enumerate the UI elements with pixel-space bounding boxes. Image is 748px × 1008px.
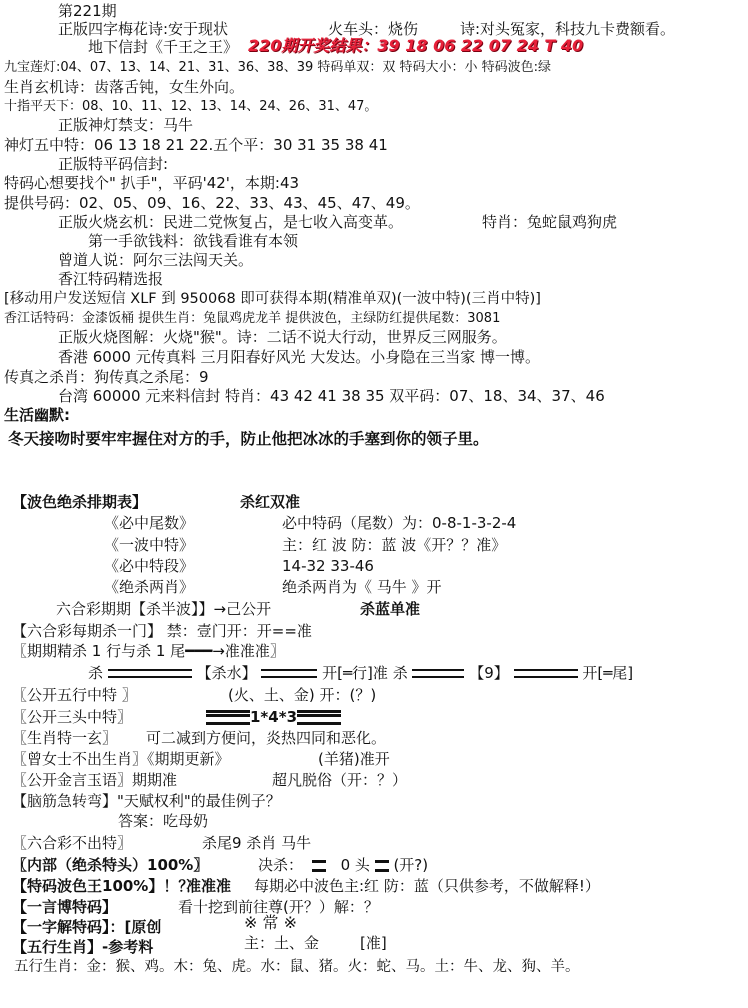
issue-number: 第221期 bbox=[58, 2, 117, 20]
segment-value: 14-32 33-46 bbox=[282, 557, 374, 575]
color-king-accurate: 准准准 bbox=[186, 877, 232, 895]
open-element: 开[═行]准 bbox=[322, 664, 388, 682]
zodiac-mystery-value: 可二减到方便问，炎热四同和恶化。 bbox=[146, 729, 387, 747]
open-tail: 开[═尾] bbox=[582, 664, 634, 682]
lotus-lamp-line: 九宝莲灯:04、07、13、14、21、31、36、38、39 特码单双：双 特码大小：小 特码波色:绿 bbox=[4, 60, 552, 75]
double-bar-divider bbox=[514, 669, 578, 678]
equals-bar bbox=[312, 860, 326, 872]
humor-header: 生活幽默: bbox=[4, 406, 70, 424]
internal-kill-row bbox=[258, 856, 428, 874]
not-out-label: 〖六合彩不出特〗 bbox=[12, 834, 133, 852]
internal-kill-label: 〖内部（绝杀特头）100%〗 bbox=[12, 856, 209, 874]
kill-two-value: 绝杀两肖为《 马牛 》开 bbox=[282, 578, 442, 596]
double-bar-divider bbox=[412, 669, 464, 678]
decide-kill: 决杀： bbox=[258, 856, 304, 874]
double-bar-divider bbox=[261, 669, 317, 678]
underground-envelope: 地下信封《千王之王》 bbox=[88, 38, 239, 56]
five-elements-label: 〖公开五行中特 〗 bbox=[12, 686, 137, 704]
one-wave-label: 《一波中特》 bbox=[104, 536, 195, 554]
half-wave-line: 六合彩期期【杀半波】】→己公开 bbox=[56, 600, 272, 618]
five-zodiac-label: 【五行生肖】-参考料 bbox=[12, 938, 154, 956]
first-hand-line: 第一手欲钱料：欲钱看谁有本领 bbox=[88, 232, 299, 250]
one-char-value: ※ 常 ※ bbox=[244, 913, 297, 932]
draw-result-banner: 220期开奖结果：39 18 06 22 07 24 T 40 bbox=[248, 36, 584, 55]
pickpocket-line: 特码心想要找个" 扒手"，平码'42'，本期:43 bbox=[4, 174, 300, 192]
plum-poem: 正版四字梅花诗:安于现状 bbox=[58, 20, 229, 38]
color-king-value: 每期必中波色主:红 防：蓝（只供参考，不做解释!） bbox=[254, 877, 600, 895]
equals-bar bbox=[375, 860, 389, 872]
taiwan-line: 台湾 60000 元来料信封 特肖：43 42 41 38 35 双平码：07、18、34、37、46 bbox=[58, 387, 605, 405]
color-kill-header: 【波色绝杀排期表】 bbox=[12, 493, 148, 511]
ten-fingers-line: 十指平天下：08、10、11、12、13、14、24、26、31、47。 bbox=[4, 99, 378, 114]
humor-text: 冬天接吻时要牢牢握住对方的手，防止他把冰冰的手塞到你的领子里。 bbox=[8, 430, 489, 448]
color-king-label: 【特码波色王100%】！？ bbox=[12, 877, 194, 895]
tail-number-value: 必中特码（尾数）为：0-8-1-3-2-4 bbox=[282, 514, 517, 532]
sms-promo: [移动用户发送短信 XLF 到 950068 即可获得本期(精准单双)(一波中特)(三肖中特)] bbox=[4, 291, 541, 307]
ms-zeng-label: 〖曾女士不出生肖〗《期期更新》 bbox=[12, 750, 230, 768]
kill-two-label: 《绝杀两肖》 bbox=[104, 578, 195, 596]
three-heads-label: 〖公开三头中特〗 bbox=[12, 708, 133, 726]
five-zodiac-list: 五行生肖：金：猴、鸡。木：兔、虎。水：鼠、猪。火：蛇、马。土：牛、龙、狗、羊。 bbox=[14, 959, 580, 975]
lamp-forbidden: 正版神灯禁支：马牛 bbox=[58, 116, 194, 134]
kill-char: 杀 bbox=[88, 664, 104, 682]
kill-tail-label: 【9】 bbox=[469, 664, 509, 682]
three-heads-value: 1*4*3 bbox=[250, 708, 297, 726]
zodiac-mystery-label: 〖生肖特一玄〗 bbox=[12, 729, 118, 747]
five-zodiac-accurate: [准] bbox=[360, 934, 387, 952]
daoren-line: 曾道人说：阿尔三法闯天关。 bbox=[58, 251, 254, 269]
ms-zeng-value: (羊猪)准开 bbox=[318, 750, 390, 768]
internal-open: (开?) bbox=[393, 856, 429, 874]
one-word-value: 看十挖到前往尊(开？）解：？ bbox=[178, 898, 379, 916]
brain-teaser-answer: 答案：吃母奶 bbox=[118, 812, 209, 830]
three-heads-row bbox=[206, 708, 341, 726]
not-out-value: 杀尾9 杀肖 马牛 bbox=[202, 834, 312, 852]
special-zodiac: 特肖：兔蛇鼠鸡狗虎 bbox=[482, 213, 618, 231]
fire-mystery: 正版火烧玄机：民进二党恢复占，是七收入高变革。 bbox=[58, 213, 404, 231]
xiangjiang-header: 香江特码精选报 bbox=[58, 270, 164, 288]
triple-bar bbox=[297, 710, 341, 725]
zero-head: 0 头 bbox=[340, 856, 370, 874]
fire-diagram: 正版火烧图解：火烧"猴"。诗：二话不说大行动，世界反三网服务。 bbox=[58, 328, 507, 346]
segment-label: 《必中特段》 bbox=[104, 557, 195, 575]
brain-teaser: 【脑筋急转弯】"天赋权利"的最佳例子？ bbox=[12, 792, 281, 810]
kill-blue-label: 杀蓝单准 bbox=[360, 600, 421, 618]
kill-water-row bbox=[88, 664, 633, 682]
one-word-label: 【一言博特码】 bbox=[12, 898, 118, 916]
tail-number-label: 《必中尾数》 bbox=[104, 514, 195, 532]
double-bar-divider bbox=[108, 669, 192, 678]
kill-red-label: 杀红双准 bbox=[240, 493, 301, 511]
kill-water-label: 【杀水】 bbox=[196, 664, 257, 682]
poem-line: 诗:对头冤家，科技九卡费额看。 bbox=[460, 20, 676, 38]
special-envelope: 正版特平码信封: bbox=[58, 155, 169, 173]
five-zodiac-main: 主：土、金 bbox=[244, 934, 320, 952]
one-wave-value: 主：红 波 防：蓝 波《开？？准》 bbox=[282, 536, 507, 554]
golden-words-value: 超凡脱俗（开：？） bbox=[272, 771, 408, 789]
kill-element-tail: 〖期期精杀 1 行与杀 1 尾━━━→准准准〗 bbox=[12, 642, 285, 660]
xiangjiang-talk: 香江话特码：金漆饭桶 提供生肖：兔鼠鸡虎龙羊 提供波色，主绿防红提供尾数：3081 bbox=[4, 311, 501, 326]
triple-bar bbox=[206, 710, 250, 725]
kill-one-door: 【六合彩每期杀一门】 禁：壹门开：开==准 bbox=[12, 622, 312, 640]
train-head: 火车头：烧伤 bbox=[328, 20, 419, 38]
one-char-label: 【一字解特码】：[原创 bbox=[12, 918, 162, 936]
five-elements-value: (火、土、金) 开：(？) bbox=[228, 686, 377, 704]
fax-kill-line: 传真之杀肖：狗传真之杀尾：9 bbox=[4, 368, 209, 386]
provided-numbers: 提供号码：02、05、09、16、22、33、43、45、47、49。 bbox=[4, 194, 420, 212]
golden-words-label: 〖公开金言玉语〗期期准 bbox=[12, 771, 178, 789]
zodiac-riddle: 生肖玄机诗：齿落舌钝，女生外向。 bbox=[4, 78, 245, 96]
kill-char: 杀 bbox=[392, 664, 408, 682]
lamp-five-line: 神灯五中特：06 13 18 21 22.五个平：30 31 35 38 41 bbox=[4, 136, 388, 154]
hk-fax-line: 香港 6000 元传真料 三月阳春好风光 大发达。小身隐在三当家 博一博。 bbox=[58, 348, 541, 366]
